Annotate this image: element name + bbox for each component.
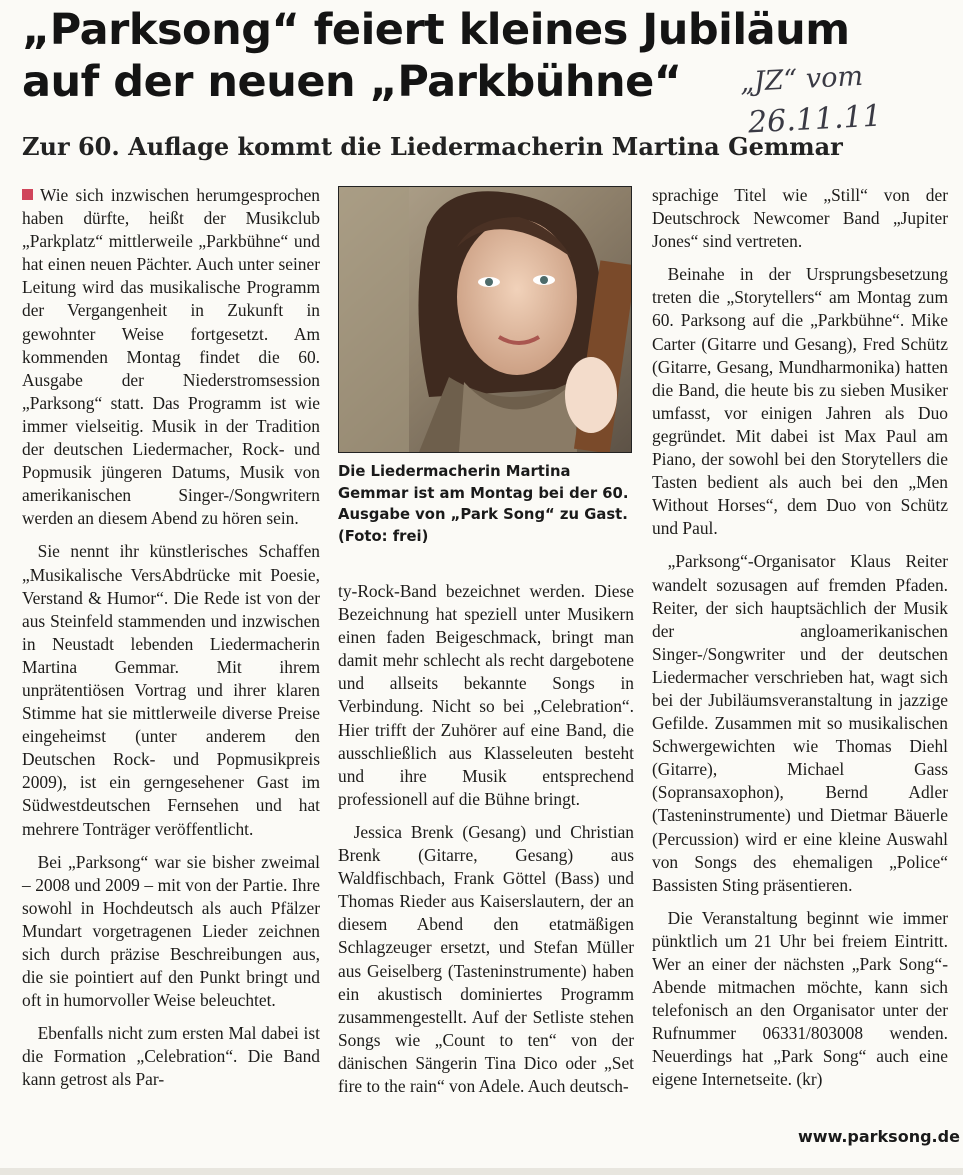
- paragraph: „Parksong“-Organisator Klaus Reiter wandelt sozusagen auf fremden Pfaden. Reiter, der sich hauptsächlich der Musik der angloamerikanischen Singer-/Songwriter und der deutschen Liedermacher verschrieben hat, wagt sich bei der Jubiläumsveranstaltung in jazzige Gefilde. Zusammen mit so musikalischen Schwergewichten wie Thomas Diehl (Gitarre), Michael Gass (Sopransaxophon), Bernd Adler (Tasteninstrumente) und Dietmar Bäuerle (Percussion) wird er eine kleine Auswahl von Songs des ehemaligen „Police“ Bassisten Sting präsentieren.: [652, 551, 948, 895]
- paragraph: Ebenfalls nicht zum ersten Mal dabei ist die Formation „Celebration“. Die Band kann getrost als Par-: [22, 1023, 320, 1090]
- article-photo: [338, 186, 632, 453]
- article-column-1: [22, 184, 320, 1102]
- paragraph: Jessica Brenk (Gesang) und Christian Brenk (Gitarre, Gesang) aus Waldfischbach, Frank Göttel (Bass) und Thomas Rieder aus Kaiserslautern, der an diesem Abend den etatmäßigen Schlagzeuger ersetzt, und Stefan Müller aus Geiselberg (Tasteninstrumente) haben ein akustisch dominiertes Programm zusammengestellt. Auf der Setliste stehen Songs wie „Count to ten“ von der dänischen Sängerin Tina Dico oder „Set fire to the rain“ von Adele. Auch deutsch-: [338, 821, 634, 1096]
- paragraph: Bei „Parksong“ war sie bisher zweimal – 2008 und 2009 – mit von der Partie. Ihre sowohl in Hochdeutsch als auch Pfälzer Mundart vorgetragenen Lieder zeichnen sich durch präzise Beschreibungen aus, die sie pointiert auf den Punkt bringt und oft in humorvoller Weise beleuchtet.: [22, 851, 320, 1011]
- subheadline: Zur 60. Auflage kommt die Liedermacherin Martina Gemmar: [22, 132, 843, 161]
- portrait-photo-illustration: [339, 187, 631, 452]
- paragraph: [22, 184, 320, 530]
- paragraph: Beinahe in der Ursprungsbesetzung treten die „Storytellers“ am Montag zum 60. Parksong auf die „Parkbühne“. Mike Carter (Gitarre und Gesang), Fred Schütz (Gitarre, Gesang, Mundharmonika) hatten die Band, die heute bis zu sieben Musiker umfasst, vor einigen Jahren als Duo gegründet. Mit dabei ist Max Paul am Piano, der sowohl bei den Storytellers die Tasten bedient als auch bei den „Men Without Horses“, dem Duo von Schütz und Paul.: [652, 264, 948, 539]
- paragraph: ty-Rock-Band bezeichnet werden. Diese Bezeichnung hat speziell unter Musikern einen faden Beigeschmack, bringt man damit mehr schlecht als recht dargebotene und allseits bekannte Songs in Verbindung. Nicht so bei „Celebration“. Hier trifft der Zuhörer auf eine Band, die ausschließlich aus Klasseleuten besteht und ihre Musik entsprechend professionell auf die Bühne bringt.: [338, 581, 634, 809]
- paragraph-marker-icon: [22, 189, 33, 200]
- paragraph: sprachige Titel wie „Still“ von der Deutschrock Newcomer Band „Jupiter Jones“ sind vertreten.: [652, 185, 948, 252]
- paragraph: Die Veranstaltung beginnt wie immer pünktlich um 21 Uhr bei freiem Eintritt. Wer an einer der nächsten „Park Song“-Abende mitmachen möchte, kann sich telefonisch an den Organisator unter der Rufnummer 06331/803008 wenden. Neuerdings hat „Park Song“ auch eine eigene Internetseite. (kr): [652, 907, 948, 1090]
- paragraph: Sie nennt ihr künstlerisches Schaffen „Musikalische VersAbdrücke mit Poesie, Verstand & Humor“. Die Rede ist von der aus Steinfeld stammenden und inzwischen in Neustadt lebenden Liedermacherin Martina Gemmar. Mit ihrem unprätentiösen Vortrag und ihrer klaren Stimme hat sie mittlerweile diverse Preise eingeheimst (unter anderem den Deutschen Rock- und Popmusikpreis 2009), ist ein gerngesehener Gast im Südwestdeutschen Fernsehen und hat mehrere Tonträger veröffentlicht.: [22, 541, 320, 839]
- website-url: www.parksong.de: [798, 1127, 960, 1146]
- article-column-2: [338, 580, 634, 1108]
- page-bottom-edge: [0, 1168, 963, 1175]
- photo-caption: Die Liedermacherin Martina Gemmar ist am Montag bei der 60. Ausgabe von „Park Song“ zu Gast. (Foto: frei): [338, 463, 629, 545]
- handwritten-note-source: „JZ“ vom: [739, 60, 864, 99]
- headline-line-2: auf der neuen „Parkbühne“: [22, 57, 682, 107]
- paragraph-text: Wie sich inzwischen herumgesprochen haben dürfte, heißt der Musikclub „Parkplatz“ mittlerweile „Parkbühne“ und hat einen neuen Pächter. Auch unter seiner Leitung wird das musikalische Programm der Vergangenheit in Zukunft in gewohnter Weise fortgesetzt. Am kommenden Montag findet die 60. Ausgabe der Niederstromsession „Parksong“ statt. Das Programm ist wie immer vielseitig. Musik in der Tradition der deutschen Liedermacher, Rock- und Popmusik jüngeren Datums, Musik von amerikanischen Singer-/Songwritern werden an diesem Abend zu hören sein.: [22, 185, 320, 529]
- article-column-3: [652, 184, 948, 1102]
- handwritten-note-date: 26.11.11: [747, 98, 883, 141]
- headline-line-1: „Parksong“ feiert kleines Jubiläum: [22, 5, 850, 55]
